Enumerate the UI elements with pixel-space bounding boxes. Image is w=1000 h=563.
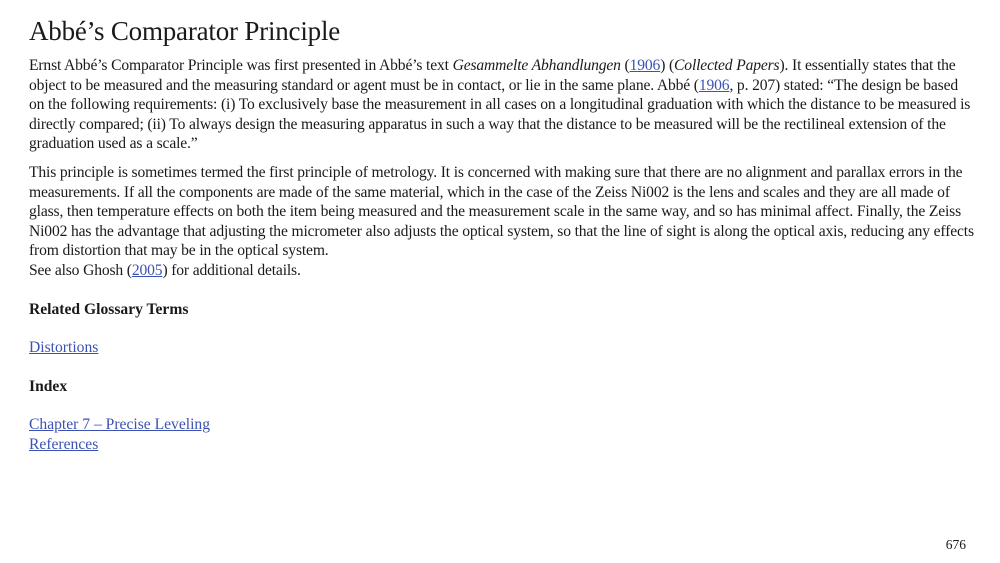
- text-run: ). It essentially states that the object to be measured and the measuring standard or agent must be in contact, or lie in the same plane. Abbé (: [29, 57, 956, 94]
- citation-link-2005[interactable]: 2005: [131, 261, 163, 279]
- page-title: Abbé’s Comparator Principle: [29, 16, 341, 46]
- paragraph-intro: [29, 56, 974, 154]
- index-link-chapter-7[interactable]: Chapter 7 – Precise Leveling: [29, 416, 211, 434]
- book-title-english: Collected Papers: [674, 57, 780, 74]
- related-terms-list: [29, 338, 974, 358]
- book-title: Gesammelte Abhandlungen: [452, 57, 621, 74]
- text-run: (: [620, 57, 630, 74]
- index-list: [29, 415, 974, 454]
- page-content: [29, 14, 974, 455]
- related-terms-heading: Related Glossary Terms: [29, 300, 189, 318]
- citation-link-1906[interactable]: 1906: [629, 57, 661, 74]
- text-run: ) for additional details.: [162, 261, 301, 279]
- citation-link-1906-second[interactable]: 1906: [698, 76, 730, 94]
- glossary-link-distortions[interactable]: Distortions: [29, 339, 99, 357]
- paragraph-principle: [29, 163, 974, 281]
- index-heading: Index: [29, 377, 68, 395]
- text-run: See also Ghosh (: [29, 261, 132, 279]
- text-run: Ernst Abbé’s Comparator Principle was first presented in Abbé’s text: [29, 57, 453, 74]
- page-number: 676: [945, 537, 966, 552]
- index-link-references[interactable]: References: [29, 435, 99, 453]
- text-run: , p. 207) stated: “The design be based on the following requirements: (i) To exclusively base the measurement in all cases on a longitudinal graduation with which the distance to be measured is directly compared; (ii) To always design the measuring apparatus in such a way that the distance to be measured will be the rectilineal extension of the graduation used as a scale.”: [29, 76, 971, 153]
- text-run: This principle is sometimes termed the first principle of metrology. It is concerned with making sure that there are no alignment and parallax errors in the measurements. If all the components are made of the same material, which in the case of the Zeiss Ni002 is the lens and scales and they are all made of glass, then temperature effects on both the item being measured and the measurement scale in the same way, and so has minimal affect. Finally, the Zeiss Ni002 has the advantage that adjusting the micrometer also adjusts the optical system, so that the line of sight is along the optical axis, reducing any effects from distortion that may be in the optical system.: [29, 163, 974, 260]
- text-run: ) (: [660, 57, 675, 74]
